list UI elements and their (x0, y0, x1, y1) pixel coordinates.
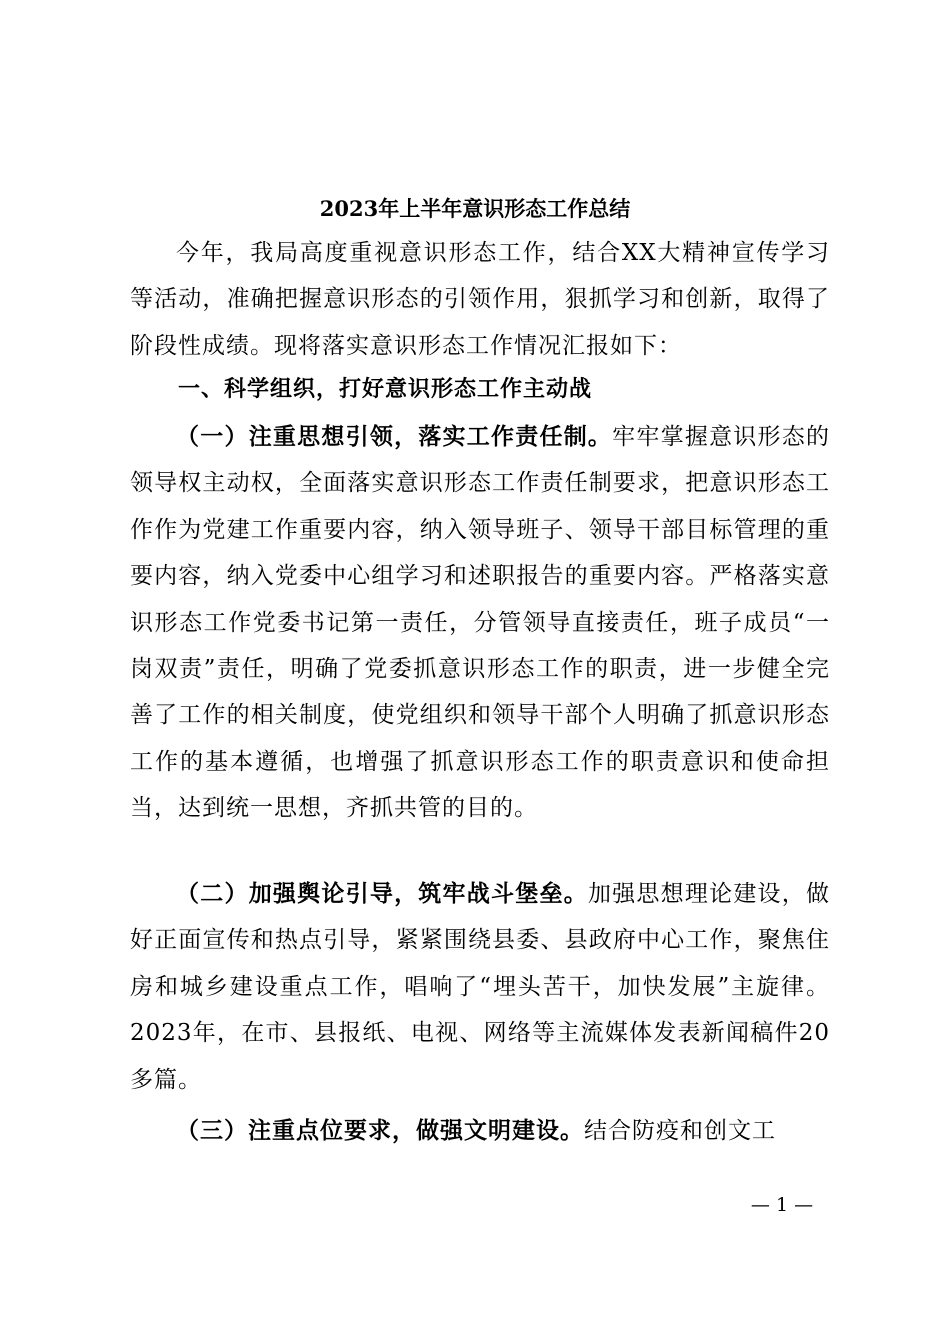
paragraph-1-body: 牢牢掌握意识形态的领导权主动权，全面落实意识形态工作责任制要求，把意识形态工作作为党建工作重要内容，纳入领导班子、领导干部目标管理的重要内容，纳入党委中心组学习和述职报告的重要内容。严格落实意识形态工作党委书记第一责任，分管领导直接责任，班子成员“一岗双责”责任，明确了党委抓意识形态工作的职责，进一步健全完善了工作的相关制度，使党组织和领导干部个人明确了抓意识形态工作的基本遵循，也增强了抓意识形态工作的职责意识和使命担当，达到统一思想，齐抓共管的目的。 (130, 424, 831, 822)
paragraph-3 (130, 1108, 830, 1154)
paragraph-3-lead: （三）注重点位要求，做强文明建设。 (176, 1117, 584, 1144)
paragraph-1-lead: （一）注重思想引领，落实工作责任制。 (176, 423, 613, 450)
paragraph-1 (130, 414, 830, 832)
paragraph-3-body: 结合防疫和创文工 (584, 1118, 776, 1144)
page-number: — 1 — (750, 1194, 814, 1216)
section-heading-1: 一、科学组织，打好意识形态工作主动战 (178, 377, 593, 402)
intro-paragraph: 今年，我局高度重视意识形态工作，结合XX大精神宣传学习等活动，准确把握意识形态的引领作用，狠抓学习和创新，取得了阶段性成绩。现将落实意识形态工作情况汇报如下： (130, 240, 830, 359)
paragraph-2 (130, 871, 830, 1103)
document-title: 2023年上半年意识形态工作总结 (319, 196, 631, 221)
paragraph-2-lead: （二）加强舆论引导，筑牢战斗堡垒。 (176, 880, 588, 907)
paragraph-2-body: 加强思想理论建设，做好正面宣传和热点引导，紧紧围绕县委、县政府中心工作，聚焦住房和城乡建设重点工作，唱响了“埋头苦干，加快发展”主旋律。2023年，在市、县报纸、电视、网络等主流媒体发表新闻稿件20多篇。 (130, 881, 831, 1093)
